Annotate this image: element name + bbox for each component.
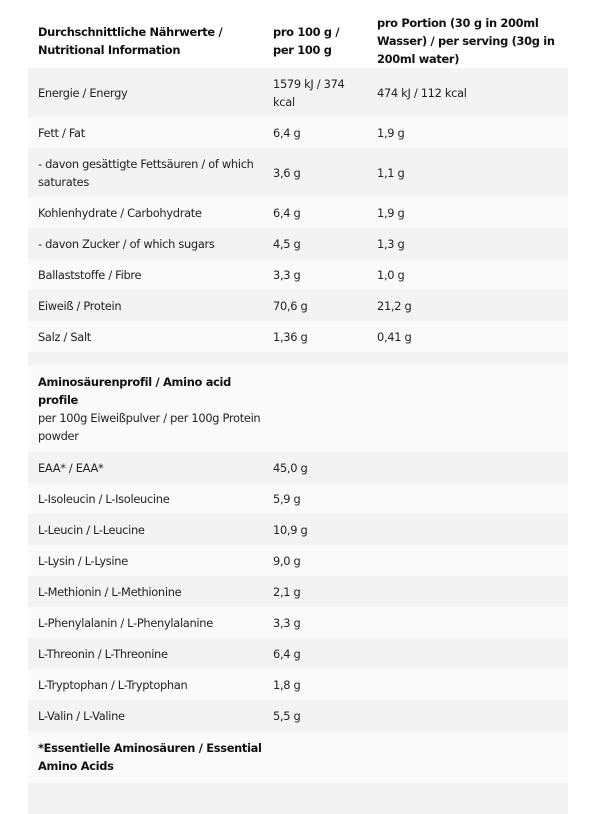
- amino-name: L-Valin / L-Valine: [28, 700, 263, 731]
- amino-section-subtitle: per 100g Eiweißpulver / per 100g Protein powder: [38, 410, 261, 443]
- serving-value: 1,9 g: [349, 197, 568, 228]
- table-row: [28, 259, 568, 290]
- amino-name: L-Lysin / L-Lysine: [28, 545, 263, 576]
- amino-name: L-Isoleucin / L-Isoleucine: [28, 483, 263, 514]
- spacer-row: [28, 352, 568, 365]
- serving-value: 1,1 g: [349, 148, 568, 197]
- nutrient-name: Ballaststoffe / Fibre: [28, 259, 263, 290]
- table-row: [28, 669, 568, 700]
- nutrient-name: Kohlenhydrate / Carbohydrate: [28, 197, 263, 228]
- amino-section-header-row: [28, 365, 568, 452]
- per100-value: 6,4 g: [263, 117, 349, 148]
- per100-value: 1579 kJ / 374 kcal: [263, 68, 349, 117]
- amino-name: L-Tryptophan / L-Tryptophan: [28, 669, 263, 700]
- per100-value: 1,36 g: [263, 321, 349, 352]
- per100-value: 4,5 g: [263, 228, 349, 259]
- table-row: [28, 290, 568, 321]
- header-per-serving: pro Portion (30 g in 200ml Wasser) / per serving (30g in 200ml water): [349, 14, 568, 68]
- table-row: [28, 197, 568, 228]
- nutrient-name: - davon gesättigte Fettsäuren / of which saturates: [28, 148, 263, 197]
- table-row: [28, 148, 568, 197]
- nutrient-name: Fett / Fat: [28, 117, 263, 148]
- amino-name: L-Leucin / L-Leucine: [28, 514, 263, 545]
- per100-value: 9,0 g: [263, 545, 349, 576]
- serving-value: 1,3 g: [349, 228, 568, 259]
- serving-value: 1,9 g: [349, 117, 568, 148]
- table-row: [28, 576, 568, 607]
- per100-value: 70,6 g: [263, 290, 349, 321]
- table-row: [28, 117, 568, 148]
- amino-name: L-Methionin / L-Methionine: [28, 576, 263, 607]
- per100-value: 6,4 g: [263, 197, 349, 228]
- table-row: [28, 638, 568, 669]
- table-row-cut-off: [28, 783, 568, 814]
- serving-value: 0,41 g: [349, 321, 568, 352]
- table-row: [28, 68, 568, 117]
- per100-value: 45,0 g: [263, 452, 349, 483]
- amino-section-title: Aminosäurenprofil / Amino acid profile: [38, 374, 231, 407]
- nutrient-name: Energie / Energy: [28, 68, 263, 117]
- per100-value: 3,6 g: [263, 148, 349, 197]
- per100-value: 10,9 g: [263, 514, 349, 545]
- table-row: [28, 545, 568, 576]
- serving-value: 21,2 g: [349, 290, 568, 321]
- table-row: [28, 483, 568, 514]
- nutrient-name: Salz / Salt: [28, 321, 263, 352]
- table-row: [28, 452, 568, 483]
- serving-value: 474 kJ / 112 kcal: [349, 68, 568, 117]
- footnote: *Essentielle Aminosäuren / Essential Amino Acids: [28, 731, 263, 783]
- table-row: [28, 228, 568, 259]
- serving-value: 1,0 g: [349, 259, 568, 290]
- per100-value: 6,4 g: [263, 638, 349, 669]
- per100-value: 3,3 g: [263, 259, 349, 290]
- per100-value: 3,3 g: [263, 607, 349, 638]
- per100-value: 2,1 g: [263, 576, 349, 607]
- table-row: [28, 514, 568, 545]
- per100-value: 5,5 g: [263, 700, 349, 731]
- amino-name: EAA* / EAA*: [28, 452, 263, 483]
- nutrient-name: Eiweiß / Protein: [28, 290, 263, 321]
- table-header-row: [28, 14, 568, 68]
- per100-value: 1,8 g: [263, 669, 349, 700]
- header-nutrient: Durchschnittliche Nährwerte / Nutritional Information: [28, 14, 263, 68]
- amino-name: L-Phenylalanin / L-Phenylalanine: [28, 607, 263, 638]
- nutrition-table-container: [28, 14, 568, 814]
- nutrient-name: - davon Zucker / of which sugars: [28, 228, 263, 259]
- table-row: [28, 607, 568, 638]
- amino-name: L-Threonin / L-Threonine: [28, 638, 263, 669]
- nutrition-table: [28, 14, 568, 814]
- footnote-row: [28, 731, 568, 783]
- table-row: [28, 700, 568, 731]
- amino-section-header: [28, 365, 263, 452]
- header-per-100g: pro 100 g / per 100 g: [263, 14, 349, 68]
- table-row: [28, 321, 568, 352]
- per100-value: 5,9 g: [263, 483, 349, 514]
